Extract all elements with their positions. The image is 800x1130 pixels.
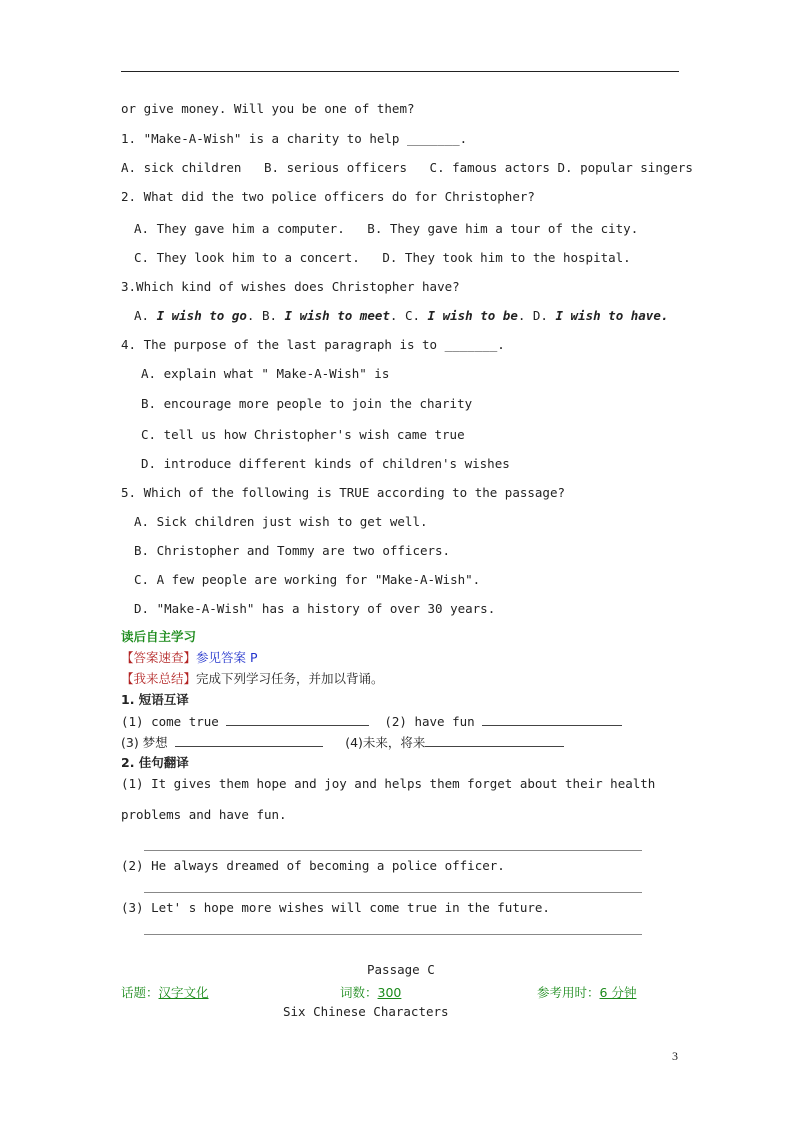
answer-check-link[interactable]: 参见答案 P [196,650,258,665]
question-3-stem: 3.Which kind of wishes does Christopher have? [121,279,460,294]
phrase-row-2: (3) 梦想 (4)未来，将来 [121,734,564,751]
question-1-stem: 1. "Make-A-Wish" is a charity to help _______. [121,131,468,146]
sentence-3-answer-line[interactable] [144,934,642,935]
phrase-2-answer-blank[interactable] [482,713,622,726]
time-meta: 参考用时：6 分钟 [537,985,637,1000]
phrase-3-answer-blank[interactable] [175,734,323,747]
question-4-option-a: A. explain what " Make-A-Wish" is [141,366,390,381]
answer-check-line [121,650,258,666]
question-4-option-d: D. introduce different kinds of children's wishes [141,456,510,471]
sentence-2: (2) He always dreamed of becoming a police officer. [121,858,505,873]
question-5-option-c: C. A few people are working for "Make-A-Wish". [134,572,481,587]
phrase-1-answer-blank[interactable] [226,713,369,726]
header-rule [121,71,679,72]
passage-c-title: Passage C [367,962,435,977]
phrase-heading: 1. 短语互译 [121,692,189,707]
phrase-row-1: (1) come true (2) have fun [121,713,622,730]
question-5-option-a: A. Sick children just wish to get well. [134,514,428,529]
question-5-stem: 5. Which of the following is TRUE according to the passage? [121,485,566,500]
question-1-options: A. sick children B. serious officers C. famous actors D. popular singers [121,160,693,175]
intro-line: or give money. Will you be one of them? [121,101,415,116]
sentence-heading: 2. 佳句翻译 [121,755,189,770]
question-2-options-row2: C. They look him to a concert. D. They took him to the hospital. [134,250,631,265]
question-5-option-b: B. Christopher and Tommy are two officers. [134,543,451,558]
answer-check-tag: 【答案速查】 [121,650,197,665]
question-2-stem: 2. What did the two police officers do for Christopher? [121,189,535,204]
sentence-1-line-1: (1) It gives them hope and joy and helps them forget about their health [121,776,656,791]
question-4-option-b: B. encourage more people to join the charity [141,396,473,411]
summary-line: 【我来总结】完成下列学习任务，并加以背诵。 [121,671,384,686]
question-2-options-row1: A. They gave him a computer. B. They gave him a tour of the city. [134,221,639,236]
self-study-heading: 读后自主学习 [121,629,197,644]
word-count-meta: 词数：300 [340,985,402,1000]
page-number: 3 [672,1049,678,1063]
summary-tag: 【我来总结】 [121,671,197,686]
question-5-option-d: D. "Make-A-Wish" has a history of over 30 years. [134,601,496,616]
question-4-option-c: C. tell us how Christopher's wish came true [141,427,465,442]
sentence-1-answer-line[interactable] [144,850,642,851]
question-3-options: A. I wish to go. B. I wish to meet. C. I wish to be. D. I wish to have. [134,308,669,323]
question-4-stem: 4. The purpose of the last paragraph is to _______. [121,337,505,352]
sentence-3: (3) Let' s hope more wishes will come true in the future. [121,900,550,915]
topic-meta: 话题：汉字文化 [121,985,209,1000]
passage-c-subtitle: Six Chinese Characters [283,1004,449,1019]
phrase-4-answer-blank[interactable] [425,734,564,747]
sentence-1-line-2: problems and have fun. [121,807,287,822]
sentence-2-answer-line[interactable] [144,892,642,893]
